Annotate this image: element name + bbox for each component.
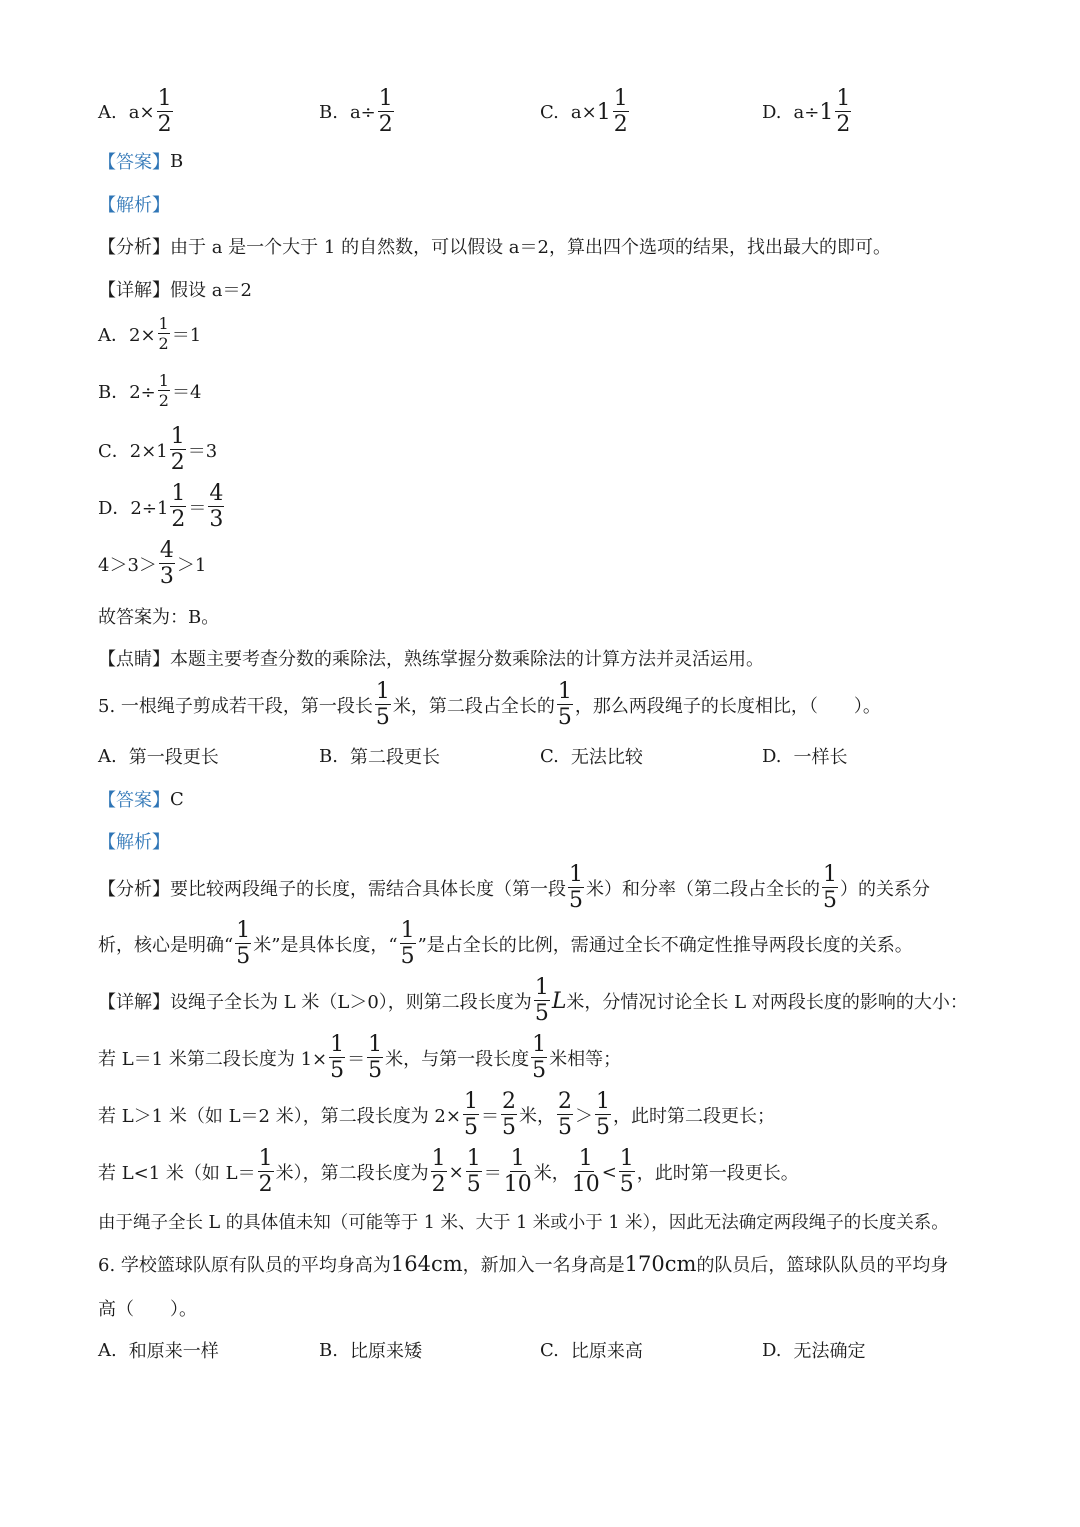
stem-text: 高（ ）。 [98,1299,197,1320]
case-text: ，此时第二段更长； [612,1106,775,1127]
fraction: $\frac{1}{5}$ [466,1146,481,1197]
stem-text: ，新加入一名身高是 [462,1255,625,1276]
q5-stem [98,681,881,729]
option-expression: a× [128,101,155,123]
dianjing-tag: 【点睛】 [98,649,170,670]
option-expression: a÷ [793,101,820,123]
analysis-tag: 【解析】 [98,832,170,853]
q5-option-d[interactable] [762,743,848,769]
q5-case2 [98,1091,775,1139]
q5-fenxi-line2 [98,920,913,968]
comparison-tail: ＞1 [176,555,207,576]
q4-answer [98,148,183,174]
mixed-whole: 1 [596,99,611,125]
option-label: C. [540,101,559,123]
option-expression: a× [570,101,597,123]
option-label: B. [319,1339,338,1361]
fraction: $\frac{1}{5}$ [569,862,583,913]
fraction: $\frac{1}{2}$ [378,86,393,137]
case-text: 米， [518,1106,555,1127]
q5-summary [98,1209,949,1234]
comparison-expression: 4＞3＞ [98,555,157,576]
fraction: $\frac{1}{5}$ [375,679,390,730]
answer-tag: 【答案】 [98,790,170,811]
fraction: $\frac{1}{10}$ [571,1146,600,1197]
fraction: $\frac{1}{2}$ [171,481,186,532]
fraction: $\frac{1}{2}$ [258,1146,273,1197]
xiangjie-text: 假设 a＝2 [170,280,252,301]
option-label: A. [98,745,117,767]
q4-fenxi [98,233,891,259]
option-label: D. [762,1339,782,1361]
fenxi-text: ）的关系分 [840,879,930,900]
step-result: ＝1 [171,325,202,346]
q5-option-a[interactable] [98,743,219,769]
fraction: $\frac{1}{2}$ [157,86,172,137]
q5-xiangjie [98,977,968,1025]
case-text: ，此时第一段更长。 [636,1163,799,1184]
answer-tag: 【答案】 [98,152,170,173]
q4-option-a[interactable] [98,88,175,136]
step-result: ＝3 [187,441,218,462]
stem-text: 米，第二段占全长的 [392,696,555,717]
option-text: 一样长 [793,747,848,768]
conclusion-text: 故答案为：B。 [98,607,220,628]
stem-text: 的队员后，篮球队队员的平均身 [696,1255,949,1276]
fenxi-text: 析，核心是明确“ [98,935,234,956]
xiangjie-text: 米，分情况讨论全长 L 对两段长度的影响的大小： [566,992,968,1013]
case-text: 米），第二段长度为 [275,1163,429,1184]
xiangjie-text: 设绳子全长为 L 米（L＞0），则第二段长度为 [170,992,532,1013]
stem-text: 6. 学校篮球队原有队员的平均身高为 [98,1255,391,1276]
q5-case3 [98,1148,799,1196]
q5-option-c[interactable] [540,743,643,769]
case-text: 若 L＞1 米（如 L＝2 米），第二段长度为 2× [98,1106,461,1127]
fraction: $\frac{1}{5}$ [532,1032,547,1083]
fraction: $\frac{1}{5}$ [368,1032,383,1083]
equals-sign: ＝ [188,498,207,519]
fraction: $\frac{2}{5}$ [557,1089,572,1140]
q6-stem-line1 [98,1251,948,1277]
stem-text: ，那么两段绳子的长度相比，（ ）。 [574,696,881,717]
q4-step-b [98,373,201,409]
option-text: 第一段更长 [128,747,219,768]
fenxi-text: 要比较两段绳子的长度，需结合具体长度（第一段 [170,879,566,900]
case-text: ＝ [483,1163,502,1184]
step-expression: C．2×1 [98,441,168,462]
fenxi-text: 米）和分率（第二段占全长的 [586,879,820,900]
option-label: A. [98,101,117,123]
case-text: ＞ [574,1106,593,1127]
fraction: $\frac{1}{2}$ [170,424,185,475]
case-text: 米，与第一段长度 [385,1049,530,1070]
fraction: $\frac{1}{5}$ [330,1032,345,1083]
height-value: 164cm [390,1252,463,1276]
fenxi-text: ”是占全长的比例，需通过全长不确定性推导两段长度的关系。 [417,935,913,956]
q4-conclusion [98,603,219,629]
case-text: < [601,1161,617,1183]
analysis-tag: 【解析】 [98,195,170,216]
q4-analysis-heading [98,191,170,217]
option-text: 和原来一样 [128,1341,219,1362]
fraction: $\frac{4}{3}$ [209,481,224,532]
step-expression: B．2÷ [98,382,156,403]
dianjing-text: 本题主要考查分数的乘除法，熟练掌握分数乘除法的计算方法并灵活运用。 [170,649,764,670]
fraction: $\frac{1}{2}$ [431,1146,446,1197]
fraction: $\frac{1}{5}$ [463,1089,478,1140]
fenxi-tag: 【分析】 [98,237,170,258]
option-label: D. [762,101,782,123]
q6-option-c[interactable] [540,1337,643,1363]
mixed-whole: 1 [819,99,834,125]
fraction: $\frac{1}{10}$ [503,1146,532,1197]
option-text: 无法比较 [570,747,643,768]
q4-comparison [98,540,206,588]
fenxi-tag: 【分析】 [98,879,170,900]
q5-answer [98,786,184,812]
q5-fenxi-line1 [98,864,930,912]
fraction: $\frac{4}{3}$ [159,538,174,589]
option-label: B. [319,745,338,767]
q5-analysis-heading [98,828,170,854]
option-text: 比原来矮 [349,1341,422,1362]
answer-value: C [170,788,184,810]
xiangjie-tag: 【详解】 [98,992,170,1013]
q4-step-d [98,483,226,531]
option-text: 比原来高 [570,1341,643,1362]
fenxi-text: 由于 a 是一个大于 1 的自然数，可以假设 a＝2，算出四个选项的结果，找出最大的即可。 [170,237,891,258]
step-result: ＝4 [171,382,202,403]
fraction: $\frac{1}{2}$ [613,86,628,137]
q4-step-c [98,426,217,474]
fraction: $\frac{1}{5}$ [823,862,837,913]
height-value: 170cm [624,1252,697,1276]
fraction: $\frac{1}{2}$ [836,86,851,137]
option-label: D. [762,745,782,767]
option-text: 无法确定 [793,1341,866,1362]
q5-option-b[interactable] [319,743,440,769]
fraction: $\frac{1}{2}$ [158,314,169,353]
fraction: $\frac{1}{5}$ [557,679,572,730]
xiangjie-tag: 【详解】 [98,280,170,301]
q4-xiangjie [98,276,252,302]
fraction: $\frac{1}{2}$ [158,371,169,410]
q4-option-c[interactable] [540,88,631,136]
summary-text: 由于绳子全长 L 的具体值未知（可能等于 1 米、大于 1 米或小于 1 米），因此无法确定两段绳子的长度关系。 [98,1213,949,1233]
q4-step-a [98,316,201,352]
q6-stem-line2 [98,1295,197,1321]
case-text: ＝ [480,1106,499,1127]
q4-option-d[interactable] [762,88,853,136]
fraction: $\frac{1}{5}$ [595,1089,610,1140]
q6-option-d[interactable] [762,1337,866,1363]
variable-l: L [551,988,567,1014]
fraction: $\frac{1}{5}$ [619,1146,634,1197]
step-expression: A．2× [98,325,156,346]
q4-option-b[interactable] [319,88,396,136]
option-label: B. [319,101,338,123]
option-label: C. [540,1339,559,1361]
fraction: $\frac{1}{5}$ [400,918,415,969]
case-text: 米相等； [549,1049,622,1070]
q4-dianjing [98,645,764,671]
option-label: A. [98,1339,117,1361]
case-text: ＝ [347,1049,366,1070]
case-text: 若 L<1 米（如 L＝ [98,1163,256,1184]
option-expression: a÷ [349,101,376,123]
q5-case1 [98,1034,621,1082]
option-text: 第二段更长 [349,747,440,768]
fraction: $\frac{1}{5}$ [236,918,251,969]
q6-option-b[interactable] [319,1337,422,1363]
case-text: × [448,1161,464,1183]
q6-option-a[interactable] [98,1337,219,1363]
case-text: 若 L＝1 米第二段长度为 1× [98,1049,328,1070]
case-text: 米， [533,1163,570,1184]
answer-value: B [170,150,184,172]
option-label: C. [540,745,559,767]
fraction: $\frac{1}{5}$ [534,975,549,1026]
fraction: $\frac{2}{5}$ [501,1089,516,1140]
stem-text: 5. 一根绳子剪成若干段，第一段长 [98,696,373,717]
step-expression: D．2÷1 [98,498,169,519]
fenxi-text: 米”是具体长度，“ [253,935,398,956]
